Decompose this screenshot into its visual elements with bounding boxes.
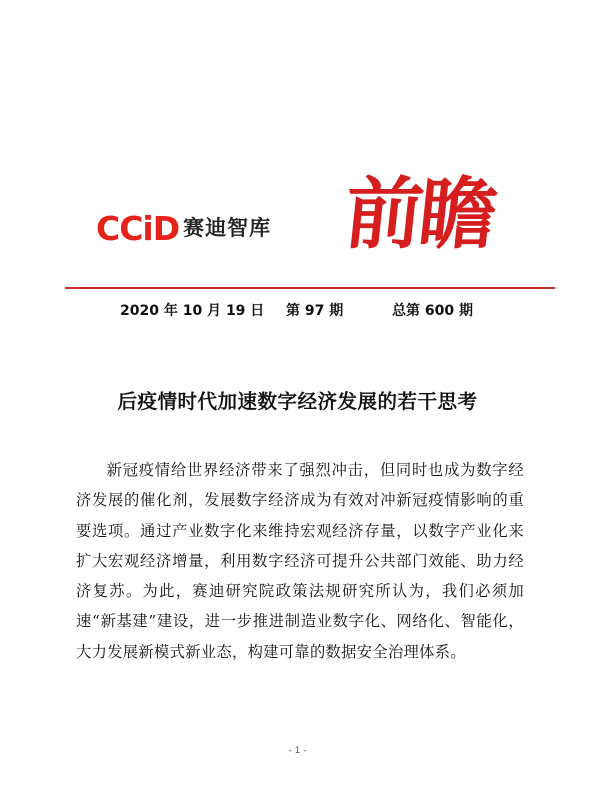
logo-mark: CCiD	[96, 209, 180, 248]
issue-total: 总第 600 期	[392, 303, 473, 319]
issue-info	[120, 300, 500, 324]
article-title: 后疫情时代加速数字经济发展的若干思考	[117, 390, 478, 413]
page-number: - 1 -	[288, 746, 307, 756]
publication-calligraphy-title: 前瞻	[340, 169, 498, 260]
header-divider	[65, 287, 555, 289]
issue-number: 第 97 期	[286, 303, 344, 319]
masthead	[0, 0, 595, 290]
logo-text: 赛迪智库	[183, 216, 272, 240]
ccid-logo	[96, 209, 272, 248]
issue-date: 2020 年 10 月 19 日	[120, 303, 265, 319]
article-summary: 新冠疫情给世界经济带来了强烈冲击，但同时也成为数字经济发展的催化剂，发展数字经济成为有效对冲新冠疫情影响的重要选项。通过产业数字化来维持宏观经济存量，以数字产业化来扩大宏观经济增量，利用数字经济可提升公共部门效能、助力经济复苏。为此，赛迪研究院政策法规研究所认为，我们必须加速“新基建”建设，进一步推进制造业数字化、网络化、智能化，大力发展新模式新业态，构建可靠的数据安全治理体系。	[76, 461, 524, 661]
